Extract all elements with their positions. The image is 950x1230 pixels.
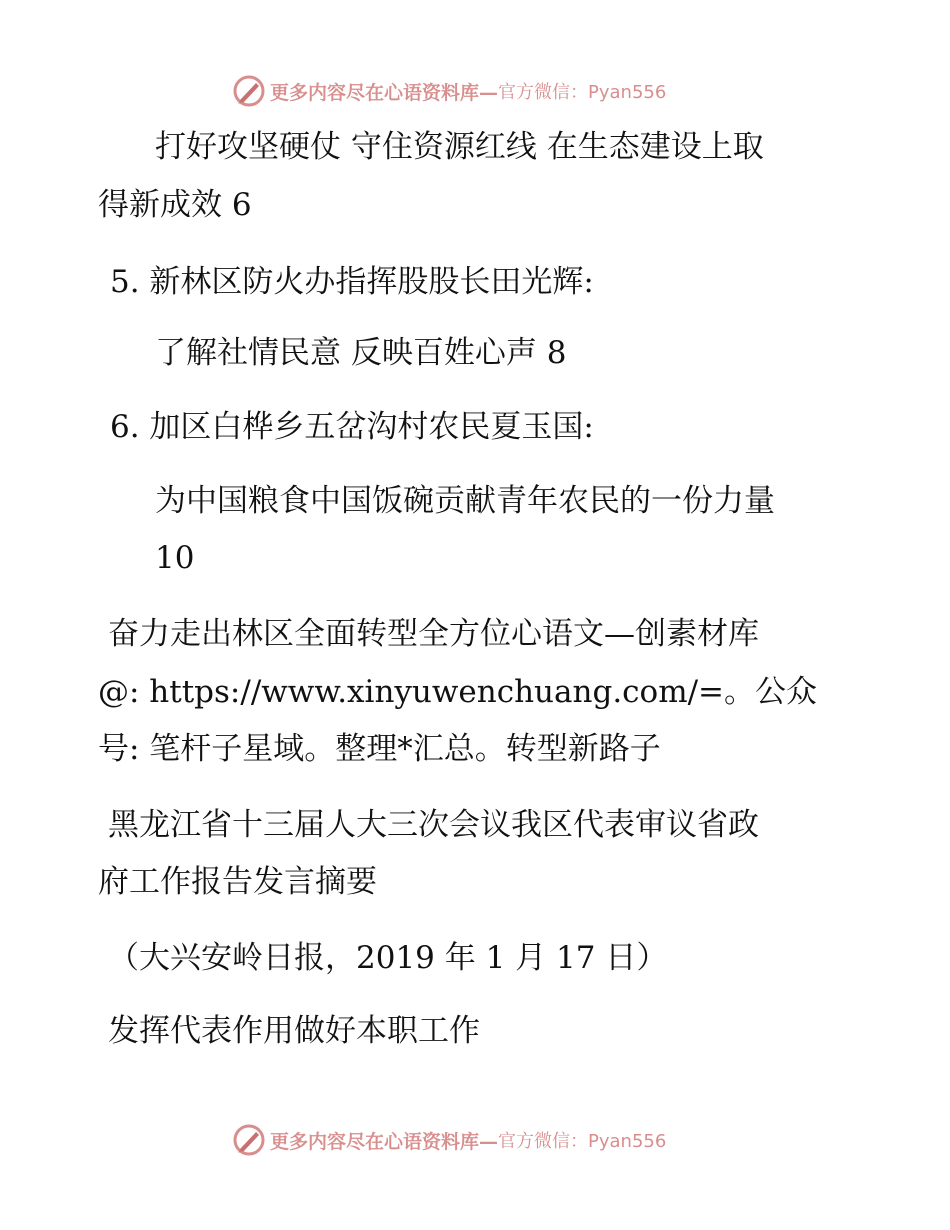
pen-logo-icon xyxy=(232,1123,266,1157)
body-line-6: 为中国粮食中国饭碗贡献青年农民的一份力量 xyxy=(155,483,775,519)
watermark-footer xyxy=(232,1120,666,1160)
watermark-contact: 官方微信：Pyan556 xyxy=(498,82,667,103)
list-item-5: 5. 新林区防火办指挥股股长田光辉: xyxy=(110,264,594,300)
source-date: （大兴安岭日报，2019 年 1 月 17 日） xyxy=(108,940,668,976)
body-line-9: @: https://www.xinyuwenchuang.com/=。公众 xyxy=(98,674,818,710)
body-line-7: 10 xyxy=(155,540,195,576)
body-line-10: 号: 笔杆子星域。整理*汇总。转型新路子 xyxy=(98,731,661,767)
body-line-8: 奋力走出林区全面转型全方位心语文—创素材库 xyxy=(108,616,759,652)
body-line-4: 了解社情民意 反映百姓心声 8 xyxy=(155,335,567,371)
section-heading: 黑龙江省十三届人大三次会议我区代表审议省政 xyxy=(108,807,759,843)
subheading: 发挥代表作用做好本职工作 xyxy=(108,1013,480,1049)
watermark-header xyxy=(232,71,666,111)
pen-logo-icon xyxy=(232,74,266,108)
watermark-brand: 更多内容尽在心语资料库— xyxy=(270,81,499,104)
watermark-brand: 更多内容尽在心语资料库— xyxy=(270,1130,499,1153)
body-line-2: 得新成效 6 xyxy=(98,187,252,223)
body-line-1: 打好攻坚硬仗 守住资源红线 在生态建设上取 xyxy=(155,129,764,165)
section-heading-cont: 府工作报告发言摘要 xyxy=(98,864,377,900)
list-item-6: 6. 加区白桦乡五岔沟村农民夏玉国: xyxy=(110,409,594,445)
watermark-contact: 官方微信：Pyan556 xyxy=(498,1131,667,1152)
